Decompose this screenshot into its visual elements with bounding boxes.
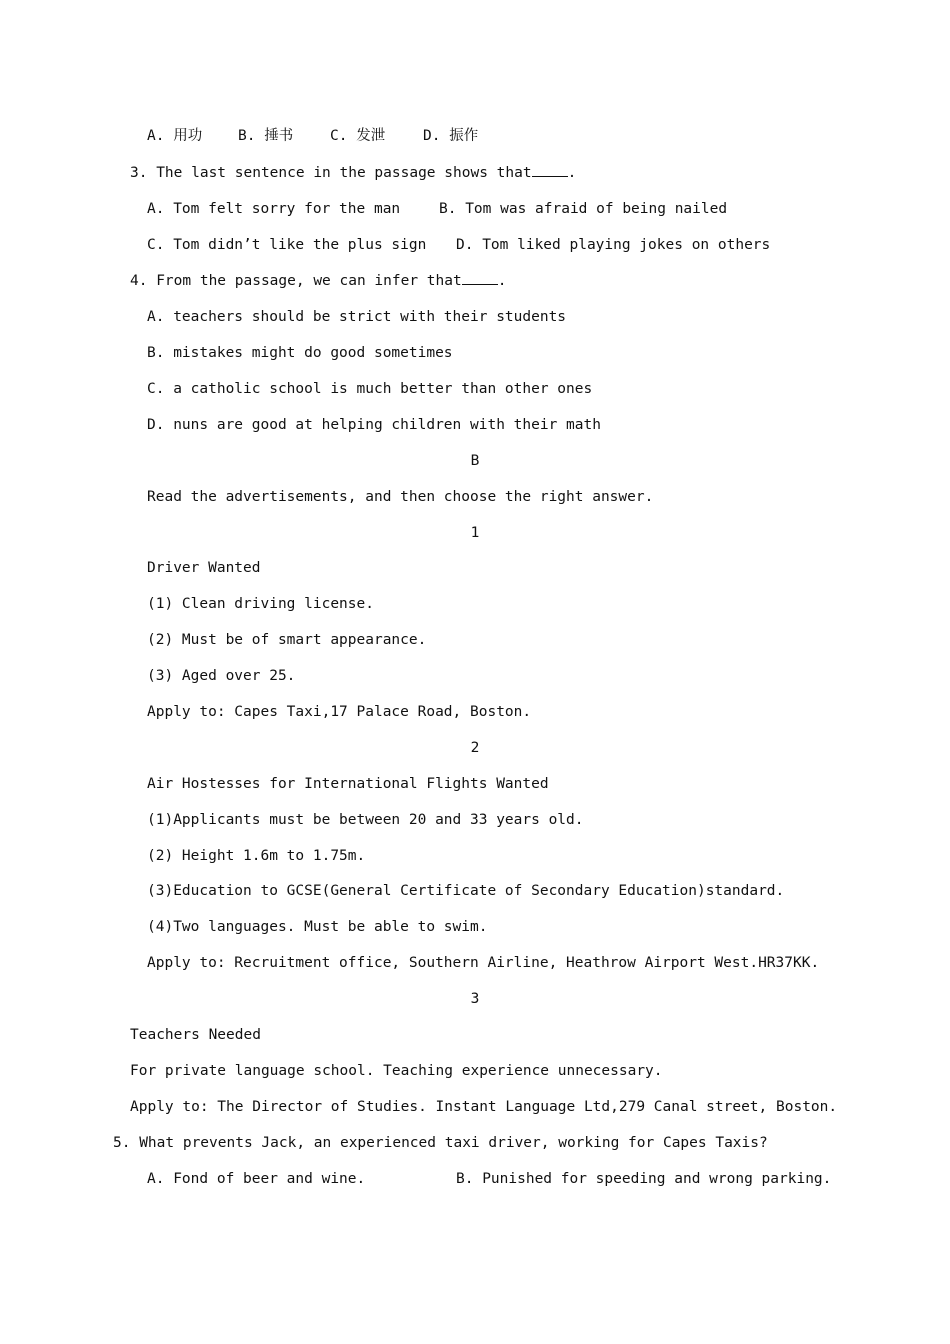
q3-option-d: D. Tom liked playing jokes on others	[456, 237, 771, 253]
q5-option-a: A. Fond of beer and wine.	[147, 1171, 366, 1187]
ad3-apply: Apply to: The Director of Studies. Instant Language Ltd,279 Canal street, Boston.	[130, 1099, 838, 1115]
ad3-number: 3	[470, 991, 480, 1007]
ad2-number: 2	[470, 740, 480, 756]
ad1-item: (2) Must be of smart appearance.	[147, 632, 427, 648]
ad2-item: (3)Education to GCSE(General Certificate of Secondary Education)standard.	[147, 883, 785, 899]
ad2-title: Air Hostesses for International Flights Wanted	[147, 776, 549, 792]
q4-stem	[130, 271, 506, 291]
q4-stem-end: .	[497, 273, 507, 289]
ad1-item: (3) Aged over 25.	[147, 668, 296, 684]
ad2-item: (4)Two languages. Must be able to swim.	[147, 919, 488, 935]
ad1-title: Driver Wanted	[147, 560, 261, 576]
ad1-number: 1	[470, 525, 480, 541]
q3-option-b: B. Tom was afraid of being nailed	[439, 201, 728, 217]
q3-option-a: A. Tom felt sorry for the man	[147, 201, 401, 217]
q4-option-b: B. mistakes might do good sometimes	[147, 345, 453, 361]
q4-option-a: A. teachers should be strict with their students	[147, 309, 567, 325]
ad1-item: (1) Clean driving license.	[147, 596, 374, 612]
q3-stem-end: .	[567, 165, 577, 181]
q2-option-c: C. 发泄	[330, 128, 386, 144]
answer-blank	[462, 272, 498, 285]
q3-stem	[130, 163, 576, 183]
ad2-item: (2) Height 1.6m to 1.75m.	[147, 848, 366, 864]
section-b-heading: B	[470, 453, 480, 469]
q3-stem-text: 3. The last sentence in the passage shows that	[130, 165, 532, 181]
ad3-body: For private language school. Teaching experience unnecessary.	[130, 1063, 663, 1079]
ad3-title: Teachers Needed	[130, 1027, 261, 1043]
q3-option-c: C. Tom didn’t like the plus sign	[147, 237, 427, 253]
ad1-apply: Apply to: Capes Taxi,17 Palace Road, Boston.	[147, 704, 532, 720]
q2-option-b: B. 捶书	[238, 128, 294, 144]
ad2-apply: Apply to: Recruitment office, Southern Airline, Heathrow Airport West.HR37KK.	[147, 955, 820, 971]
q5-option-b: B. Punished for speeding and wrong parking.	[456, 1171, 832, 1187]
q2-option-d: D. 振作	[423, 128, 479, 144]
q4-stem-text: 4. From the passage, we can infer that	[130, 273, 462, 289]
answer-blank	[532, 164, 568, 177]
q5-stem: 5. What prevents Jack, an experienced taxi driver, working for Capes Taxis?	[113, 1135, 768, 1151]
section-b-instruction: Read the advertisements, and then choose the right answer.	[147, 489, 654, 505]
ad2-item: (1)Applicants must be between 20 and 33 years old.	[147, 812, 584, 828]
q4-option-d: D. nuns are good at helping children with their math	[147, 417, 601, 433]
q4-option-c: C. a catholic school is much better than other ones	[147, 381, 593, 397]
q2-option-a: A. 用功	[147, 128, 203, 144]
